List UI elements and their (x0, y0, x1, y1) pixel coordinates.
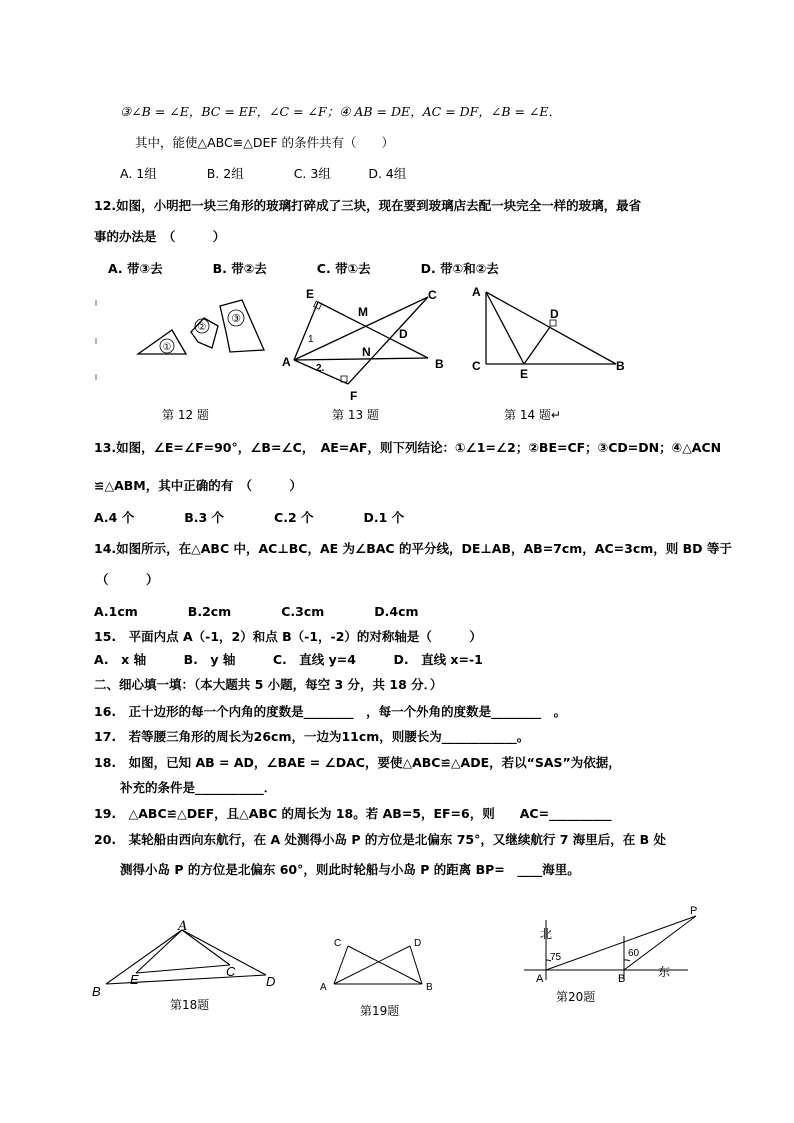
fig14-label-b: B (616, 359, 625, 373)
fig13-label-b: B (435, 357, 444, 371)
q12-options: A. 带③去 B. 带②去 C. 带①去 D. 带①和②去 (108, 261, 499, 276)
fig20-angle-60: 60 (628, 948, 640, 959)
q18-text: 18. 如图，已知 AB = AD，∠BAE = ∠DAC，要使△ABC≌△ADE，若以“SAS”为依据， (94, 755, 621, 770)
q12-text: 12.如图，小明把一块三角形的玻璃打碎成了三块，现在要到玻璃店去配一块完全一样的玻璃，最省 (94, 198, 642, 213)
q14-text-cont: （ ） (96, 572, 159, 587)
q20-text-cont: 测得小岛 P 的方位是北偏东 60°，则此时轮船与小岛 P 的距离 BP= ____海里。 (120, 862, 580, 877)
caption-20: 第20题 (556, 990, 596, 1004)
q12-text-cont: 事的办法是 （ ） (94, 229, 226, 244)
fig14-label-a: A (472, 285, 481, 299)
fig12-piece-2: ② (197, 322, 207, 333)
q13-text: 13.如图，∠E=∠F=90°，∠B=∠C， AE=AF，则下列结论：①∠1=∠2；②BE=CF；③CD=DN；④△ACN (94, 440, 722, 455)
fig19-label-d: D (414, 938, 422, 949)
fig12-piece-1: ① (162, 342, 172, 353)
figure-20-bearings (518, 900, 708, 990)
fig14-label-e: E (520, 367, 529, 380)
fig13-label-c: C (428, 288, 437, 302)
fig12-piece-3: ③ (231, 313, 241, 325)
caption-14: 第 14 题↵ (504, 408, 561, 422)
caption-18: 第18题 (170, 998, 210, 1012)
figure-18-triangles (90, 920, 280, 1000)
condition-question: 其中，能使△ABC≌△DEF 的条件共有（ ） (135, 135, 395, 150)
fig13-label-e: E (306, 287, 315, 301)
figure-19-triangles (316, 932, 440, 998)
q16-text: 16. 正十边形的每一个内角的度数是________ ，每一个外角的度数是________ 。 (94, 704, 567, 719)
fig13-label-a: A (282, 355, 291, 369)
q20-text: 20. 某轮船由西向东航行，在 A 处测得小岛 P 的方位是北偏东 75°，又继续航行 7 海里后，在 B 处 (94, 832, 667, 847)
figure-12-glass-pieces (90, 290, 280, 390)
section-2-heading: 二、细心填一填：（本大题共 5 小题，每空 3 分，共 18 分．） (94, 677, 443, 692)
q18-text-cont: 补充的条件是___________． (120, 780, 277, 795)
fig20-label-east: 东 (658, 965, 671, 979)
fig20-label-p: P (690, 905, 698, 917)
q13-text-cont: ≌△ABM，其中正确的有 （ ） (94, 478, 302, 493)
caption-19: 第19题 (360, 1004, 400, 1018)
figure-13-triangles (278, 284, 456, 404)
q13-options: A.4 个 B.3 个 C.2 个 D.1 个 (94, 510, 405, 525)
fig20-label-north: 北 (540, 927, 553, 941)
fig20-label-a: A (536, 973, 544, 985)
q19-text: 19. △ABC≌△DEF，且△ABC 的周长为 18。若 AB=5，EF=6，则 AC=__________ (94, 806, 612, 821)
caption-12: 第 12 题 (162, 408, 209, 422)
q14-options: A.1cm B.2cm C.3cm D.4cm (94, 604, 419, 619)
figure-14-right-triangle (466, 280, 636, 380)
fig13-label-m: M (358, 305, 368, 319)
fig18-label-b: B (92, 984, 101, 999)
caption-13: 第 13 题 (332, 408, 379, 422)
fig13-label-f: F (350, 389, 358, 403)
fig19-label-c: C (334, 938, 342, 949)
fig13-angle-1: 1 (308, 334, 314, 345)
q14-text: 14.如图所示，在△ABC 中，AC⊥BC，AE 为∠BAC 的平分线，DE⊥AB，AB=7cm，AC=3cm，则 BD 等于 (94, 541, 732, 556)
fig18-label-a: A (178, 920, 188, 934)
q17-text: 17. 若等腰三角形的周长为26cm，一边为11cm，则腰长为____________。 (94, 729, 530, 744)
fig14-label-c: C (472, 359, 481, 373)
fig19-label-a: A (320, 982, 327, 993)
fig13-label-d: D (399, 327, 408, 341)
fig18-label-e: E (130, 972, 139, 987)
condition-line: ③∠B = ∠E，BC = EF，∠C = ∠F；④ AB = DE，AC = DF，∠B = ∠E． (120, 104, 562, 119)
fig18-label-c: C (226, 964, 236, 979)
fig13-label-n: N (362, 345, 371, 359)
fig13-angle-2: 2. (316, 363, 325, 374)
fig20-label-b: B (618, 973, 626, 985)
fig14-label-d: D (550, 307, 559, 321)
fig19-label-b: B (426, 982, 433, 993)
fig20-angle-75: 75 (550, 952, 562, 963)
q15-options: A. x 轴 B. y 轴 C. 直线 y=4 D. 直线 x=-1 (94, 652, 483, 667)
q15-text: 15. 平面内点 A（-1，2）和点 B（-1，-2）的对称轴是（ ） (94, 629, 482, 644)
fig18-label-d: D (266, 974, 276, 989)
q11-options: A. 1组 B. 2组 C. 3组 D. 4组 (120, 166, 407, 181)
